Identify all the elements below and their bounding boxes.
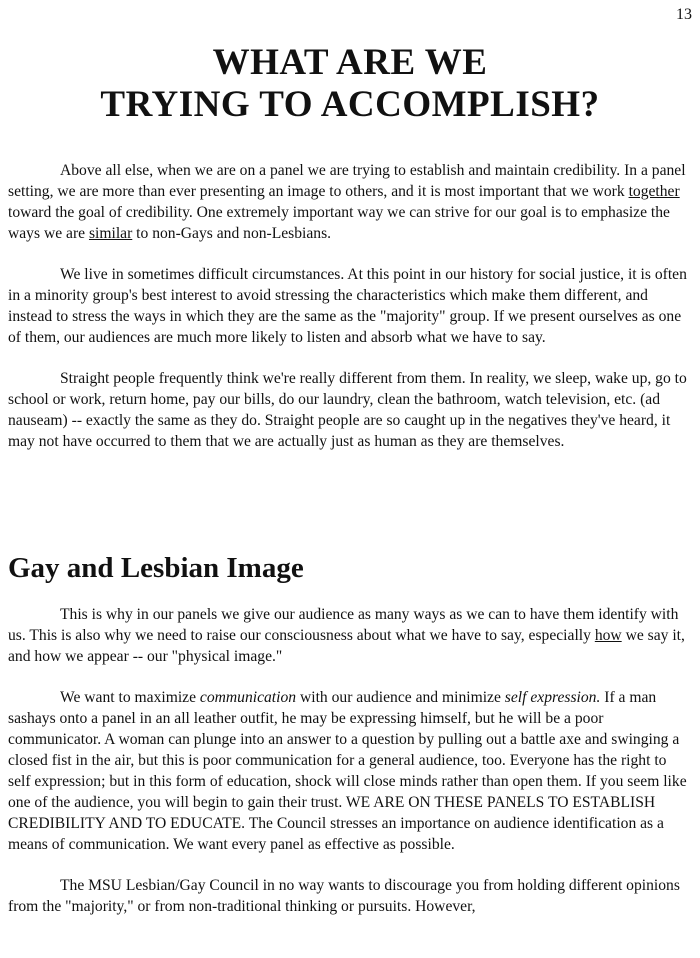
- section-heading: Gay and Lesbian Image: [8, 552, 304, 584]
- text-run: This is why in our panels we give our audience as many ways as we can to have them identify with us. This is also why we need to raise our consciousness about what we have to say, especially: [8, 606, 679, 644]
- paragraph-credibility: [8, 160, 692, 244]
- text-run: Above all else, when we are on a panel we are trying to establish and maintain credibility. In a panel setting, we are more than ever presenting an image to others, and it is most important that we work: [8, 162, 686, 200]
- text-run: with our audience and minimize: [296, 689, 505, 706]
- paragraph-straight-people: Straight people frequently think we're really different from them. In reality, we sleep, wake up, go to school or work, return home, pay our bills, do our laundry, clean the bathroom, watch television, etc. (ad nauseam) -- exactly the same as they do. Straight people are so caught up in the negatives they've heard, it may not have occurred to them that we are actually just as human as they are themselves.: [8, 370, 687, 450]
- italic-word-communication: communication: [199, 689, 297, 706]
- paragraph-communication: [8, 687, 692, 855]
- underlined-word-how: how: [594, 627, 622, 644]
- page-number: 13: [676, 6, 692, 23]
- text-run: to non-Gays and non-Lesbians.: [132, 225, 332, 242]
- paragraph-circumstances: We live in sometimes difficult circumstances. At this point in our history for social justice, it is often in a minority group's best interest to avoid stressing the characteristics which make them different, and instead to stress the ways in which they are the same as the "majority" group. If we present ourselves as one of them, our audiences are much more likely to listen and absorb what we have to say.: [8, 266, 687, 346]
- italic-word-self-expression: self expression.: [504, 689, 601, 706]
- page-title: [0, 42, 700, 126]
- title-line-2: TRYING TO ACCOMPLISH?: [100, 84, 600, 125]
- underlined-word-together: together: [628, 183, 680, 200]
- section-1-body: [8, 160, 692, 472]
- text-run: toward the goal of credibility. One extremely important way we can strive for our goal is to emphasize the ways we are: [8, 204, 670, 242]
- paragraph-council: The MSU Lesbian/Gay Council in no way wants to discourage you from holding different opinions from the "majority," or from non-traditional thinking or pursuits. However,: [8, 877, 680, 915]
- title-line-1: WHAT ARE WE: [212, 42, 488, 83]
- paragraph-identify: [8, 604, 692, 667]
- section-2-body: [8, 604, 692, 937]
- text-run: If a man sashays onto a panel in an all leather outfit, he may be expressing himself, but he will be a poor communicator. A woman can plunge into an answer to a question by pulling out a battle axe and swinging a closed fist in the air, but this is poor communication for a general audience, too. Everyone has the right to self expression; but in this form of education, shock will close minds rather than open them. If you seem like one of the audience, you will begin to gain their trust. WE ARE ON THESE PANELS TO ESTABLISH CREDIBILITY AND TO EDUCATE. The Council stresses an importance on audience identification as a means of communication. We want every panel as effective as possible.: [8, 689, 687, 853]
- underlined-word-similar: similar: [88, 225, 133, 242]
- text-run: we say it, and how we appear -- our "physical image.": [8, 627, 685, 665]
- text-run: We want to maximize: [60, 689, 200, 706]
